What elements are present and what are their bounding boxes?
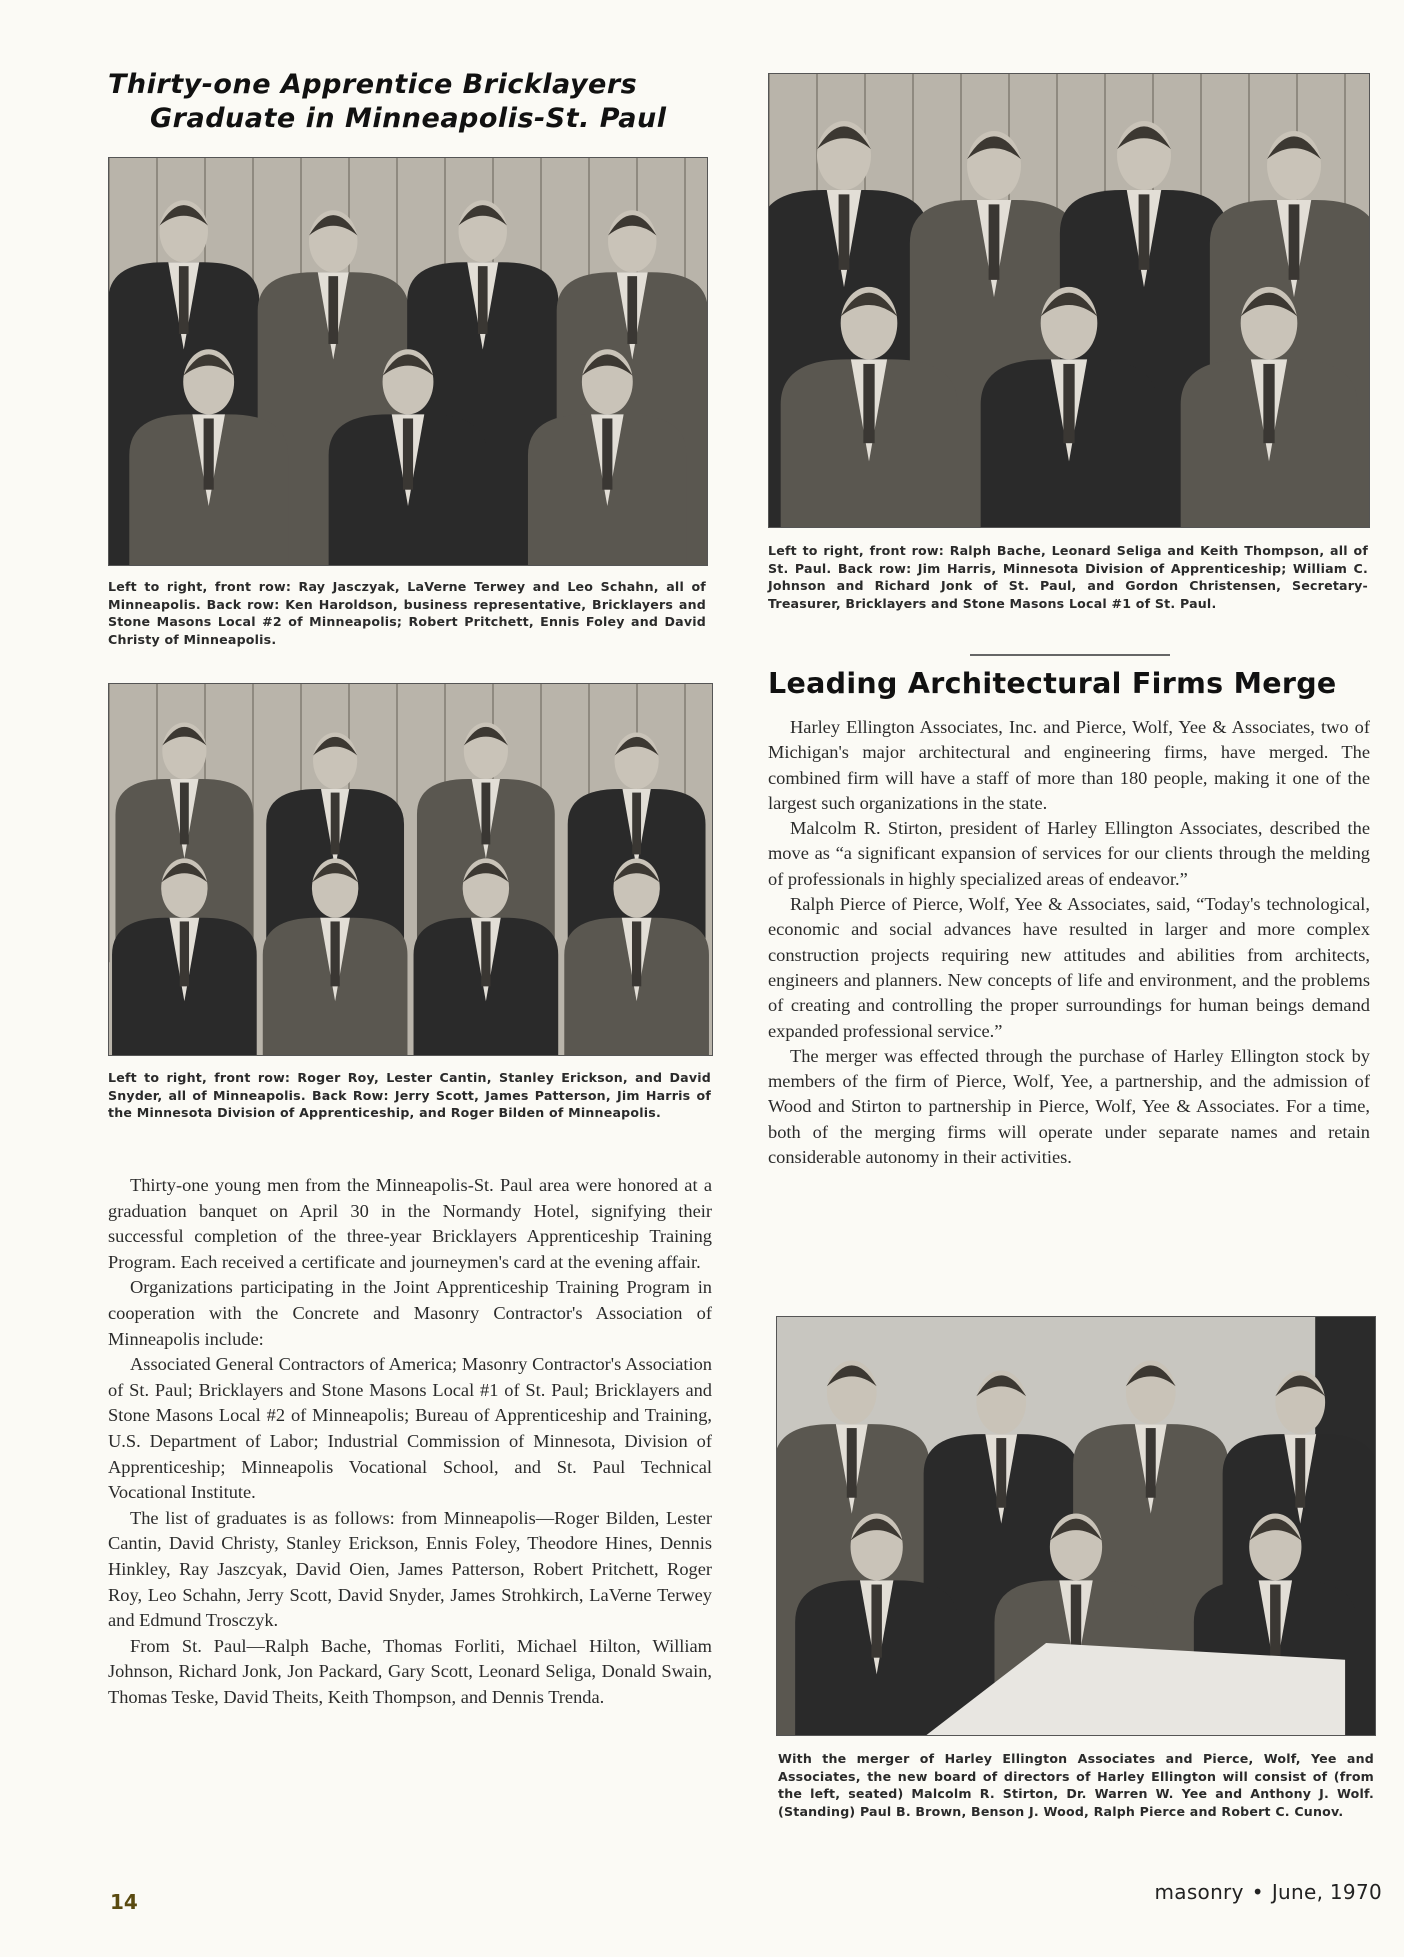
photo-illustration [777,1317,1375,1735]
publication-name: masonry [1154,1880,1244,1904]
photo-illustration [109,684,712,1055]
article-1-paragraph: Thirty-one young men from the Minneapolis-St. Paul area were honored at a graduation banquet on April 30 in the Normandy Hotel, signifying their successful completion of the three-year Bricklayers Apprenticeship Training Program. Each received a certificate and journeymen's card at the evening affair. [108,1175,712,1272]
photo-minneapolis-graduates-1 [108,157,708,566]
photo-caption-3: Left to right, front row: Ralph Bache, Leonard Seliga and Keith Thompson, all of St. Paul. Back row: Jim Harris, Minnesota Division of Apprenticeship; William C. Johnson and Richard Jonk of St. Paul, and Gordon Christensen, Secretary-Treasurer, Bricklayers and Stone Masons Local #1 of St. Paul. [768,543,1368,611]
photo-minneapolis-graduates-2 [108,683,713,1056]
headline-line-1: Thirty-one Apprentice Bricklayers [108,69,638,100]
article-1-headline [108,68,728,136]
article-1-body [108,1173,712,1710]
article-2-headline: Leading Architectural Firms Merge [768,667,1337,700]
photo-board-of-directors [776,1316,1376,1736]
photo-caption-1: Left to right, front row: Ray Jasczyak, LaVerne Terwey and Leo Schahn, all of Minneapolis. Back row: Ken Haroldson, business representative, Bricklayers and Stone Masons Local #2 of Minneapolis; Robert Pritchett, Ennis Foley and David Christy of Minneapolis. [108,579,706,647]
photo-illustration [769,74,1369,527]
page-number: 14 [110,1890,138,1914]
headline-line-2: Graduate in Minneapolis-St. Paul [150,103,667,134]
article-2-paragraph: The merger was effected through the purchase of Harley Ellington stock by members of the firm of Pierce, Wolf, Yee, a partnership, and the admission of Wood and Stirton to partnership in Pierce, Wolf, Yee & Associates. For a time, both of the merging firms will operate under separate names and retain considerable autonomy in their activities. [768,1045,1370,1168]
photo-st-paul-graduates [768,73,1370,528]
section-divider [970,654,1170,656]
article-1-paragraph: The list of graduates is as follows: from Minneapolis—Roger Bilden, Lester Cantin, David Christy, Stanley Erickson, Ennis Foley, Theodore Hines, Dennis Hinkley, Ray Jaszcyak, David Oien, James Patterson, Robert Pritchett, Roger Roy, Leo Schahn, Jerry Scott, David Snyder, James Strohkirch, LaVerne Terwey and Edmund Trosczyk. [108,1507,712,1631]
article-2-paragraph: Ralph Pierce of Pierce, Wolf, Yee & Associates, said, “Today's technological, economic and social advances have resulted in larger and more complex construction projects requiring new attitudes and abilities from architects, engineers and planners. New concepts of life and environment, and the problems of creating and controlling the proper surroundings for human beings demand expanded professional service.” [768,894,1370,1041]
article-2-paragraph: Harley Ellington Associates, Inc. and Pierce, Wolf, Yee & Associates, two of Michigan's major architectural and engineering firms, have merged. The combined firm will have a staff of more than 180 people, making it one of the largest such organizations in the state. [768,717,1370,813]
photo-illustration [109,158,707,565]
photo-caption-2: Left to right, front row: Roger Roy, Lester Cantin, Stanley Erickson, and David Snyder, all of Minneapolis. Back Row: Jerry Scott, James Patterson, Jim Harris of the Minnesota Division of Apprenticeship, and Roger Bilden of Minneapolis. [108,1070,711,1120]
bullet-separator: • [1251,1880,1264,1904]
article-1-paragraph: Associated General Contractors of America; Masonry Contractor's Association of St. Paul; Bricklayers and Stone Masons Local #1 of St. Paul; Bricklayers and Stone Masons Local #2 of Minneapolis; Bureau of Apprenticeship and Training, U.S. Department of Labor; Industrial Commission of Minnesota, Division of Apprenticeship; Minneapolis Vocational School, and St. Paul Technical Vocational Institute. [108,1354,712,1503]
publication-footer [1154,1880,1382,1904]
article-2-paragraph: Malcolm R. Stirton, president of Harley Ellington Associates, described the move as “a significant expansion of services for our clients through the melding of professionals in highly specialized areas of endeavor.” [768,818,1370,889]
issue-date: June, 1970 [1271,1880,1382,1904]
article-2-body [768,715,1370,1170]
article-1-paragraph: Organizations participating in the Joint Apprenticeship Training Program in cooperation with the Concrete and Masonry Contractor's Association of Minneapolis include: [108,1277,712,1349]
photo-caption-4: With the merger of Harley Ellington Associates and Pierce, Wolf, Yee and Associates, the new board of directors of Harley Ellington will consist of (from the left, seated) Malcolm R. Stirton, Dr. Warren W. Yee and Anthony J. Wolf. (Standing) Paul B. Brown, Benson J. Wood, Ralph Pierce and Robert C. Cunov. [778,1751,1374,1819]
article-1-paragraph: From St. Paul—Ralph Bache, Thomas Forliti, Michael Hilton, William Johnson, Richard Jonk, Jon Packard, Gary Scott, Leonard Seliga, Donald Swain, Thomas Teske, David Theits, Keith Thompson, and Dennis Trenda. [108,1635,712,1707]
